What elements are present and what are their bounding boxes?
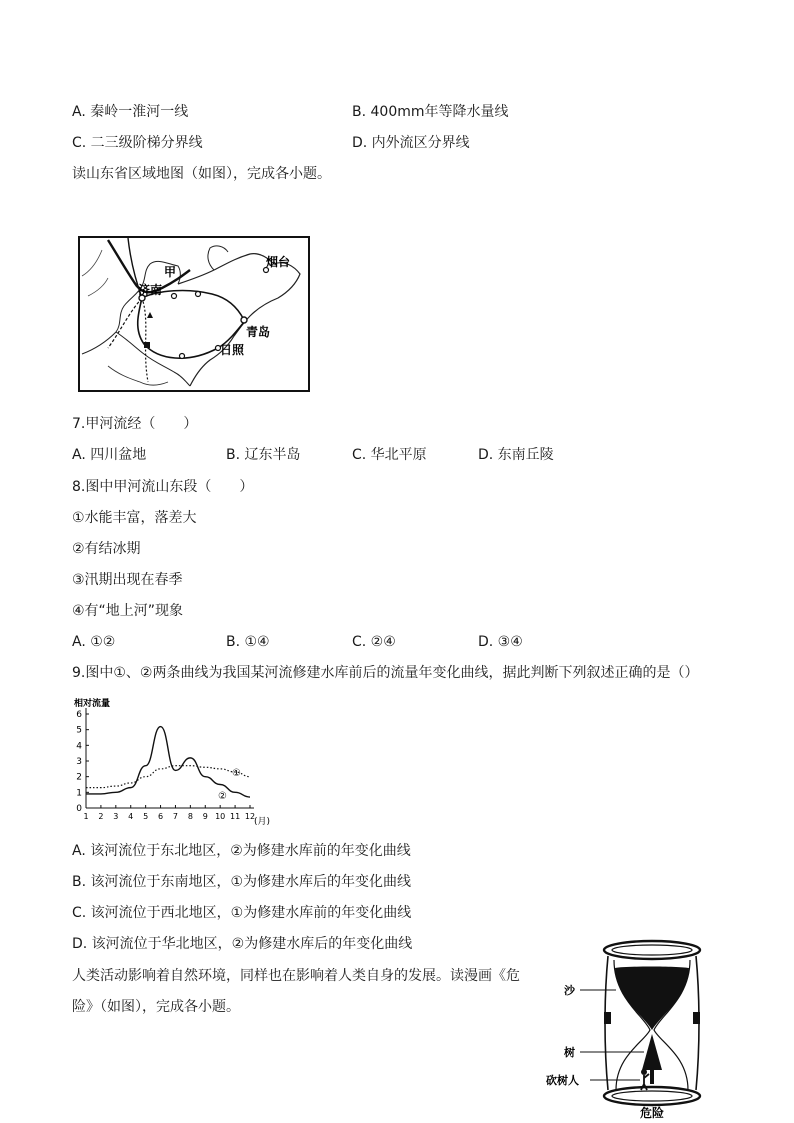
q9-stem: 9.图中①、②两条曲线为我国某河流修建水库前后的流量年变化曲线，据此判断下列叙述正确的是（）	[72, 665, 699, 681]
chart-series-line-1	[86, 766, 250, 788]
cartoon-title: 危险	[640, 1106, 665, 1120]
chart-ylabel: 相对流量	[74, 699, 111, 709]
q9-option-b: B. 该河流位于东南地区，①为修建水库后的年变化曲线	[72, 874, 412, 890]
q8-option-a: A. ①②	[72, 634, 116, 650]
chart-y-tick-label: 4	[76, 741, 82, 752]
chart-y-tick-label: 6	[76, 710, 82, 720]
chart-y-tick-label: 3	[76, 757, 82, 767]
chart-x-tick-label: 12	[244, 812, 256, 821]
q9-option-c: C. 该河流位于西北地区，①为修建水库前的年变化曲线	[72, 905, 412, 921]
q8-option-d: D. ③④	[478, 634, 523, 650]
chart-x-tick-label: 11	[229, 812, 241, 821]
chart-x-tick-label: 3	[113, 812, 119, 821]
q6-option-b: B. 400mm年等降水量线	[352, 104, 509, 120]
shandong-map	[78, 236, 310, 392]
q6-option-c: C. 二三级阶梯分界线	[72, 135, 203, 151]
chart-series-label-2: ②	[218, 791, 227, 802]
map-label-rizhao: 日照	[220, 343, 245, 357]
cartoon-label-tree: 树	[564, 1046, 575, 1059]
q9-option-a: A. 该河流位于东北地区，②为修建水库前的年变化曲线	[72, 843, 411, 859]
q6-option-a: A. 秦岭一淮河一线	[72, 104, 189, 120]
map-label-jia: 甲	[164, 265, 177, 279]
chart-y-tick-label: 0	[76, 804, 82, 814]
chart-series-label-1: ①	[232, 768, 241, 779]
chart-x-tick-label: 5	[143, 812, 149, 821]
chart-x-tick-label: 8	[187, 812, 193, 821]
chart-x-tick-label: 10	[215, 812, 226, 821]
q7-stem: 7.甲河流经（ ）	[72, 416, 198, 432]
chart-xlabel: (月)	[254, 817, 271, 827]
chart-x-tick-label: 9	[202, 812, 208, 821]
chart-x-tick-label: 2	[98, 812, 104, 821]
q7-option-d: D. 东南丘陵	[478, 447, 554, 463]
q8-statement-3: ③汛期出现在春季	[72, 572, 183, 588]
passage-line-2: 险》（如图），完成各小题。	[72, 999, 240, 1015]
q8-statement-2: ②有结冰期	[72, 541, 141, 557]
q9-option-d: D. 该河流位于华北地区，②为修建水库后的年变化曲线	[72, 936, 413, 952]
map-label-jinan: 济南	[138, 283, 163, 297]
chart-y-tick-label: 2	[76, 772, 82, 783]
passage-line-1: 人类活动影响着自然环境，同样也在影响着人类自身的发展。读漫画《危	[72, 968, 520, 984]
hourglass-cartoon	[546, 938, 726, 1120]
q8-option-c: C. ②④	[352, 634, 396, 650]
q7-option-c: C. 华北平原	[352, 447, 427, 463]
map-label-yantai: 烟台	[266, 255, 291, 269]
cartoon-label-sand: 沙	[564, 984, 575, 997]
chart-y-tick-label: 1	[76, 788, 82, 799]
q7-option-a: A. 四川盆地	[72, 447, 147, 463]
q7-option-b: B. 辽东半岛	[226, 447, 301, 463]
map-intro: 读山东省区域地图（如图），完成各小题。	[72, 166, 331, 182]
flow-chart	[66, 696, 280, 830]
q8-statement-1: ①水能丰富，落差大	[72, 510, 197, 526]
cartoon-label-cutter: 砍树人	[546, 1074, 579, 1087]
chart-x-tick-label: 6	[157, 812, 164, 821]
q8-option-b: B. ①④	[226, 634, 270, 650]
q8-statement-4: ④有“地上河”现象	[72, 603, 184, 619]
chart-x-tick-label: 7	[172, 812, 179, 821]
chart-x-tick-label: 1	[83, 812, 89, 821]
chart-y-tick-label: 5	[76, 725, 82, 736]
q8-stem: 8.图中甲河流山东段（ ）	[72, 479, 254, 495]
map-label-qingdao: 青岛	[246, 325, 271, 339]
q6-option-d: D. 内外流区分界线	[352, 135, 470, 151]
chart-x-tick-label: 4	[128, 812, 134, 821]
